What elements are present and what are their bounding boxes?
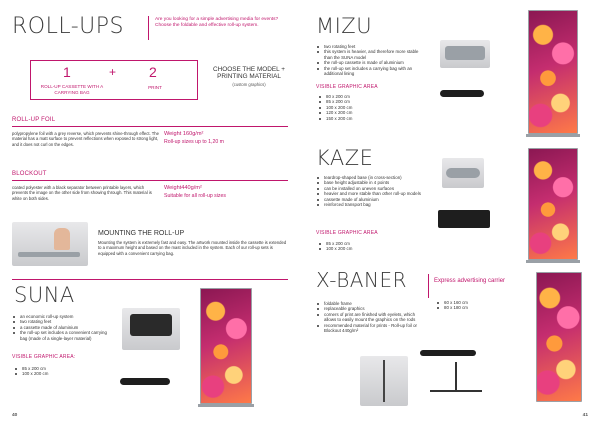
right-page (300, 0, 600, 424)
kaze-feature: can be installed on uneven surfaces (316, 186, 426, 191)
suna-feature: the roll-up set includes a convenient carrying bag (made of a single-layer material) (12, 330, 112, 341)
suna-cassette-photo (122, 308, 180, 350)
mizu-size: 80 x 200 cm (318, 94, 388, 99)
mizu-cassette-shape (445, 46, 485, 60)
suna-feature: an economic roll-up system (12, 314, 112, 319)
mizu-feature: the roll-up set includes a carrying bag with an additional lining (316, 66, 424, 77)
suna-carrying-bag (120, 378, 170, 385)
formula-label-cassette: ROLL-UP CASSETTE WITH A CARRYING BAG (40, 84, 104, 95)
kaze-sizes (318, 241, 388, 252)
kaze-feature: base height adjustable in 4 points (316, 180, 426, 185)
foil-heading: ROLL-UP FOIL (12, 117, 56, 123)
kaze-features (316, 175, 426, 207)
formula-plus: + (109, 65, 117, 79)
mizu-feature: two rotating feet (316, 44, 424, 49)
xbaner-tripod (424, 362, 488, 396)
suna-cassette-shape (130, 314, 172, 336)
mizu-sizes (318, 94, 388, 121)
kaze-base (526, 260, 580, 263)
xbaner-tagline: Express advertising carrier (434, 278, 506, 284)
suna-top-divider (12, 279, 288, 280)
choose-model-text: CHOOSE THE MODEL + PRINTING MATERIAL (213, 66, 285, 81)
suna-banner-image (200, 288, 252, 404)
xbaner-feature: foldable frame (316, 301, 428, 306)
kaze-cassette-photo (442, 158, 484, 188)
blockout-divider (12, 180, 288, 181)
mizu-feature: the roll-up cassette is made of aluminium (316, 60, 424, 65)
mizu-features (316, 44, 424, 76)
mizu-banner-image (528, 10, 578, 134)
foil-description: polypropylene foil with a grey reverse, which prevents shine-through effect. The material has a matt surface to prevent reflections when exposed to strong light, and it does not curl on the edges. (12, 131, 159, 147)
mounting-description: Mounting the system is extremely fast and easy. The artwork mounted inside the cassette is extended to a maximum height and based on the mast included in the system. Each of our roll-up sets is equipped with a convenient carrying bag. (98, 240, 287, 256)
hand-shape (54, 228, 70, 250)
intro-text: Are you looking for a simple advertising media for events? Choose the foldable and effective roll-up system. (155, 17, 279, 28)
xbaner-carrying-bag (420, 350, 476, 356)
tripod-leg (455, 362, 457, 392)
mizu-carrying-bag (440, 90, 484, 97)
kaze-feature: teardrop-shaped base (in cross-section) (316, 175, 426, 180)
tripod-base (430, 390, 482, 392)
xbaner-features (316, 301, 428, 333)
kaze-transport-bag (438, 210, 490, 228)
xbaner-feature: corners of print are finished with eyelets, which allows to easily mount the graphics on the rods (316, 312, 428, 323)
suna-size: 85 x 200 cm (14, 366, 74, 371)
kaze-banner-image (528, 148, 578, 260)
xbaner-frame-photo (360, 356, 408, 406)
suna-area-heading: VISIBLE GRAPHIC AREA: (12, 354, 76, 360)
kaze-feature: heavier and more stable than other roll-up models (316, 191, 426, 196)
blockout-weight: Weight440g/m² (164, 185, 202, 191)
foil-divider (12, 126, 288, 127)
mizu-size: 120 x 200 cm (318, 110, 388, 115)
page-number-right: 41 (582, 413, 588, 418)
mizu-size: 85 x 200 cm (318, 99, 388, 104)
formula-number-two: 2 (149, 64, 157, 80)
page-title: ROLL-UPS (12, 14, 125, 39)
suna-title: SUNA (14, 283, 75, 307)
blockout-description: coated polyester with a black separator between printable layers, which prevents the image on the other side from showing through. This material is white on both sides. (12, 185, 152, 201)
kaze-cassette-shape (446, 168, 480, 178)
blockout-heading: BLOCKOUT (12, 171, 47, 177)
xbaner-size: 80 x 180 cm (436, 305, 506, 310)
formula-label-print: PRINT (148, 85, 162, 90)
suna-feature: a cassette made of aluminium (12, 325, 112, 330)
xbaner-divider (428, 274, 429, 298)
mizu-cassette-photo (440, 40, 490, 68)
xbaner-banner-image (536, 272, 582, 402)
choose-model-note: (custom graphics) (232, 82, 266, 87)
suna-base (198, 404, 254, 407)
formula-number-one: 1 (63, 64, 71, 80)
mizu-size: 150 x 200 cm (318, 116, 388, 121)
kaze-area-heading: VISIBLE GRAPHIC AREA (316, 230, 378, 236)
page-number-left: 40 (12, 413, 18, 418)
xbaner-feature: replaceable graphics (316, 306, 428, 311)
mizu-title: MIZU (316, 14, 373, 38)
suna-feature: two rotating feet (12, 319, 112, 324)
mizu-area-heading: VISIBLE GRAPHIC AREA (316, 84, 378, 90)
blockout-sizes: Suitable for all roll-up sizes (164, 193, 226, 199)
mizu-size: 100 x 200 cm (318, 105, 388, 110)
xbaner-rod (383, 360, 385, 402)
suna-features (12, 314, 112, 341)
kaze-size: 100 x 200 cm (318, 246, 388, 251)
mizu-base (526, 134, 580, 137)
mounting-photo (12, 222, 88, 266)
foil-weight: Weight 160g/m² (164, 131, 204, 137)
kaze-feature: cassette made of aluminium (316, 197, 426, 202)
suna-sizes (14, 366, 74, 377)
cassette-shape (18, 252, 80, 257)
suna-size: 100 x 200 cm (14, 371, 74, 376)
foil-sizes: Roll-up sizes up to 1,20 m (164, 139, 224, 145)
kaze-feature: reinforced transport bag (316, 202, 426, 207)
mizu-feature: this system is heavier, and therefore more stable than the SUNA model (316, 49, 424, 60)
xbaner-title: X-BANER (316, 268, 407, 292)
mounting-heading: MOUNTING THE ROLL-UP (98, 230, 185, 237)
kaze-size: 85 x 200 cm (318, 241, 388, 246)
kaze-title: KAZE (316, 146, 374, 170)
formula-box (30, 60, 198, 100)
xbaner-feature: recommended material for prints - Roll-up foil or Blockout 440g/m² (316, 323, 428, 334)
xbaner-size: 60 x 160 cm (436, 300, 506, 305)
xbaner-sizes (436, 300, 506, 311)
title-divider (148, 16, 149, 40)
